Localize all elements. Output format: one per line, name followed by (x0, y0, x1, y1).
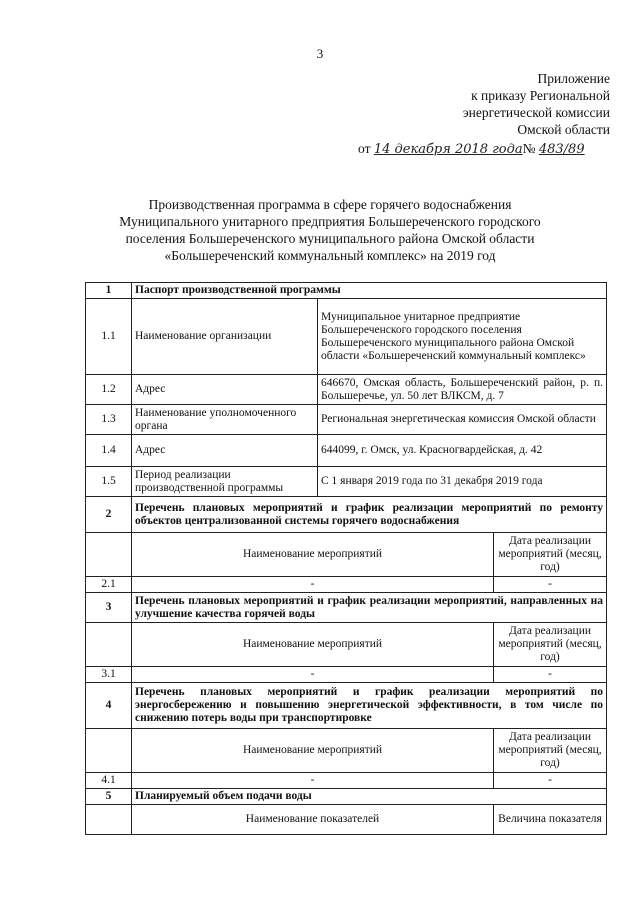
section-number: 5 (86, 789, 132, 805)
row-value: - (494, 667, 607, 683)
order-number-sign: № (522, 141, 536, 156)
row-label: Период реализации производственной программы (132, 467, 318, 497)
table-row (86, 405, 607, 435)
empty-cell (86, 623, 132, 667)
column-header: Наименование мероприятий (132, 623, 494, 667)
row-label: Наименование уполномоченного органа (132, 405, 318, 435)
column-header: Дата реализации мероприятий (месяц, год) (494, 623, 607, 667)
row-number: 1.3 (86, 405, 132, 435)
table-row (86, 299, 607, 375)
row-value: - (494, 773, 607, 789)
document-title (60, 196, 600, 264)
appendix-line: к приказу Региональной (471, 88, 610, 103)
page-number: 3 (316, 46, 324, 61)
order-number-handwritten: 483/89 (538, 142, 585, 157)
row-value: Региональная энергетическая комиссия Омской области (318, 405, 607, 435)
title-line: Производственная программа в сфере горячего водоснабжения (148, 197, 512, 212)
column-header: Величина показателя (494, 805, 607, 835)
row-number: 1.5 (86, 467, 132, 497)
empty-cell (86, 729, 132, 773)
row-value: 644099, г. Омск, ул. Красногвардейская, д. 42 (318, 435, 607, 467)
order-date-handwritten: 14 декабря 2018 года (373, 142, 523, 157)
column-header: Наименование показателей (132, 805, 494, 835)
row-number: 4.1 (86, 773, 132, 789)
table-row (86, 375, 607, 405)
section-header-row (86, 683, 607, 729)
row-number: 1.2 (86, 375, 132, 405)
row-number: 1.1 (86, 299, 132, 375)
column-header: Наименование мероприятий (132, 533, 494, 577)
row-value: - (132, 773, 494, 789)
table-row (86, 577, 607, 593)
empty-cell (86, 805, 132, 835)
section-number: 1 (86, 283, 132, 299)
row-value: 646670, Омская область, Большереченский район, р. п. Большеречье, ул. 50 лет ВЛКСМ, д. 7 (318, 375, 607, 405)
section-header-row (86, 283, 607, 299)
section-number: 3 (86, 593, 132, 623)
row-number: 2.1 (86, 577, 132, 593)
table-row (86, 667, 607, 683)
row-value: - (494, 577, 607, 593)
section-title: Планируемый объем подачи воды (132, 789, 607, 805)
column-header-row (86, 729, 607, 773)
section-header-row (86, 497, 607, 533)
appendix-line: Приложение (537, 71, 610, 86)
title-line: поселения Большереченского муниципального района Омской области (125, 231, 535, 246)
column-header: Дата реализации мероприятий (месяц, год) (494, 533, 607, 577)
row-value: С 1 января 2019 года по 31 декабря 2019 года (318, 467, 607, 497)
section-title: Перечень плановых мероприятий и график реализации мероприятий по ремонту объектов централизованной системы горячего водоснабжения (132, 497, 607, 533)
table-row (86, 773, 607, 789)
column-header: Наименование мероприятий (132, 729, 494, 773)
order-prefix: от (358, 141, 371, 156)
appendix-header (463, 70, 610, 138)
table-row (86, 435, 607, 467)
row-label: Адрес (132, 435, 318, 467)
column-header-row (86, 623, 607, 667)
program-table (85, 282, 607, 835)
appendix-line: Омской области (517, 122, 610, 137)
title-line: Муниципального унитарного предприятия Большереченского городского (119, 214, 541, 229)
title-line: «Большереченский коммунальный комплекс» на 2019 год (164, 248, 496, 263)
row-value: - (132, 667, 494, 683)
section-title: Перечень плановых мероприятий и график реализации мероприятий, направленных на улучшение качества горячей воды (132, 593, 607, 623)
empty-cell (86, 533, 132, 577)
section-header-row (86, 593, 607, 623)
table-row (86, 467, 607, 497)
section-title: Паспорт производственной программы (132, 283, 607, 299)
section-number: 4 (86, 683, 132, 729)
row-value: - (132, 577, 494, 593)
row-value: Муниципальное унитарное предприятие Большереченского городского поселения Большереченского муниципального района Омской области «Большереченский коммунальный комплекс» (318, 299, 607, 375)
section-title: Перечень плановых мероприятий и график реализации мероприятий по энергосбережению и повышению энергетической эффективности, в том числе по снижению потерь воды при транспортировке (132, 683, 607, 729)
row-number: 1.4 (86, 435, 132, 467)
row-label: Адрес (132, 375, 318, 405)
column-header-row (86, 805, 607, 835)
row-label: Наименование организации (132, 299, 318, 375)
section-header-row (86, 789, 607, 805)
row-number: 3.1 (86, 667, 132, 683)
order-reference (358, 141, 585, 157)
column-header-row (86, 533, 607, 577)
column-header: Дата реализации мероприятий (месяц, год) (494, 729, 607, 773)
appendix-line: энергетической комиссии (462, 105, 610, 120)
section-number: 2 (86, 497, 132, 533)
